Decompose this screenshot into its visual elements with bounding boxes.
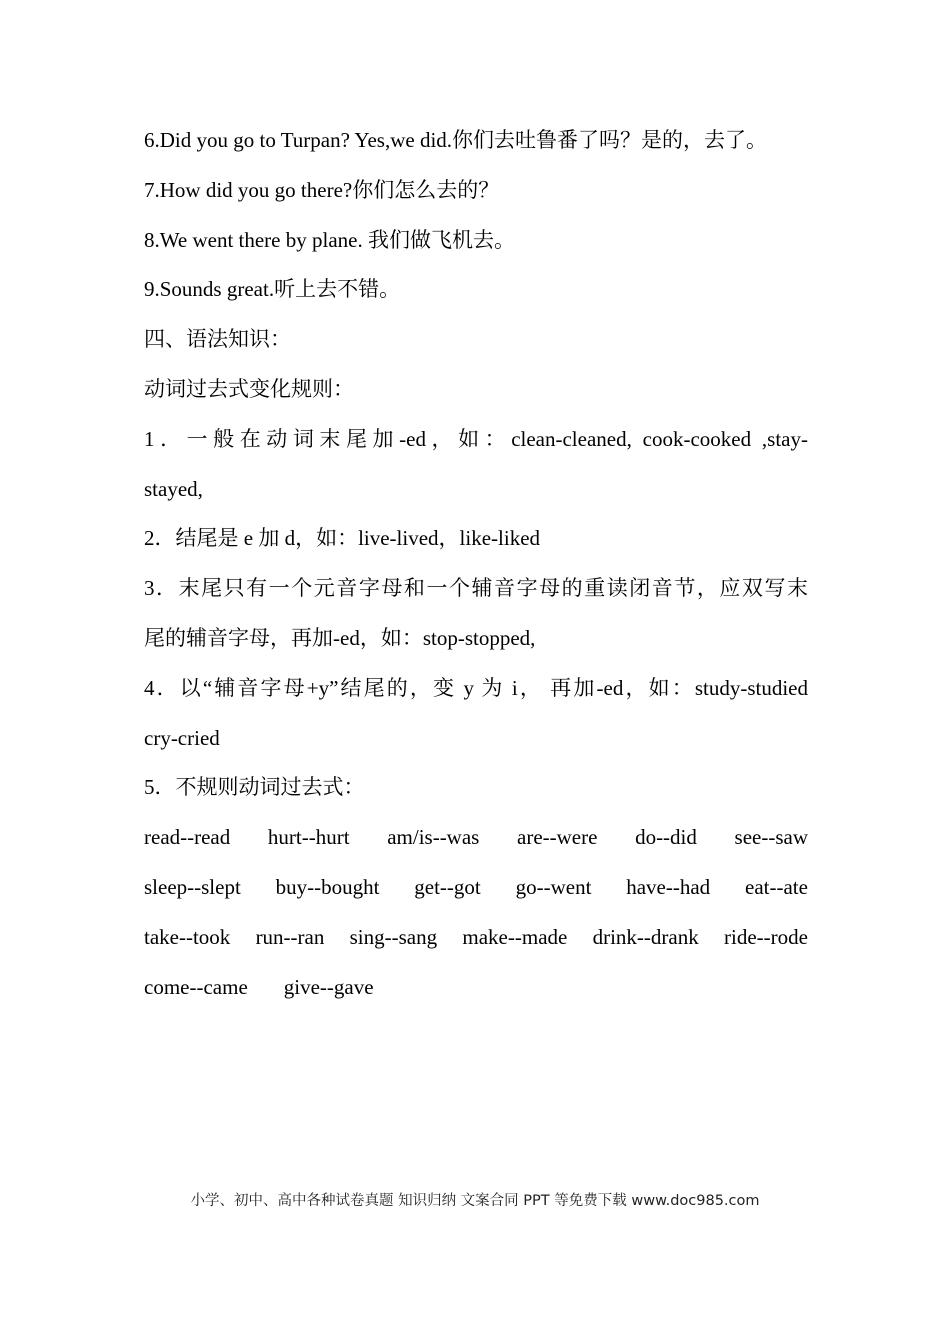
rule-2: 2．结尾是 e 加 d，如：live-lived，like-liked — [144, 526, 541, 551]
verb-pair: see--saw — [734, 825, 808, 850]
verb-pair: give--gave — [283, 974, 374, 999]
verb-pair: am/is--was — [387, 825, 480, 850]
verb-pair: make--made — [462, 924, 568, 949]
verb-pair: read--read — [144, 825, 231, 850]
verb-pair: sing--sang — [349, 924, 438, 949]
sentence-7: 7.How did you go there?你们怎么去的？ — [144, 177, 500, 202]
document-body — [144, 116, 808, 1012]
verb-pair: take--took — [144, 924, 231, 949]
verb-row — [144, 913, 808, 963]
sentence-9: 9.Sounds great.听上去不错。 — [144, 277, 401, 302]
verb-pair: go--went — [515, 874, 592, 899]
verb-pair: buy--bought — [275, 874, 380, 899]
verb-pair: hurt--hurt — [267, 825, 350, 850]
page-footer: 小学、初中、高中各种试卷真题 知识归纳 文案合同 PPT 等免费下载 www.doc985.com — [190, 1193, 760, 1209]
verb-pair: ride--rode — [724, 924, 808, 949]
rule-3-line-1: 3．末尾只有一个元音字母和一个辅音字母的重读闭音节，应双写末 — [144, 576, 808, 601]
verb-pair: do--did — [635, 825, 697, 850]
verb-pair: eat--ate — [745, 874, 808, 899]
verb-pair: come--came — [144, 974, 248, 999]
rule-3-line-2: 尾的辅音字母，再加-ed，如：stop-stopped, — [144, 625, 536, 650]
section-heading: 四、语法知识： — [144, 327, 291, 352]
verb-pair: get--got — [414, 874, 481, 899]
rule-4-line-2: cry-cried — [144, 725, 220, 750]
rules-heading: 动词过去式变化规则： — [144, 376, 354, 401]
verb-row — [144, 963, 808, 1013]
rule-5: 5．不规则动词过去式： — [144, 775, 365, 800]
rule-4-line-1: 4．以“辅音字母+y”结尾的，变 y 为 i， 再加-ed，如：study-studied — [144, 675, 808, 700]
verb-pair: are--were — [517, 825, 598, 850]
sentence-8: 8.We went there by plane. 我们做飞机去。 — [144, 227, 515, 252]
sentence-6: 6.Did you go to Turpan? Yes,we did.你们去吐鲁番了吗？是的，去了。 — [144, 128, 768, 152]
verb-pair: run--ran — [255, 924, 325, 949]
verb-row — [144, 813, 808, 863]
verb-pair: have--had — [626, 874, 711, 899]
rule-1-line-2: stayed, — [144, 476, 203, 501]
verb-pair: drink--drank — [592, 924, 699, 949]
verb-pair: sleep--slept — [144, 874, 241, 899]
verb-row — [144, 863, 808, 913]
rule-1-line-1: 1．一般在动词末尾加-ed，如：clean-cleaned, cook-cooked ,stay- — [144, 426, 808, 451]
